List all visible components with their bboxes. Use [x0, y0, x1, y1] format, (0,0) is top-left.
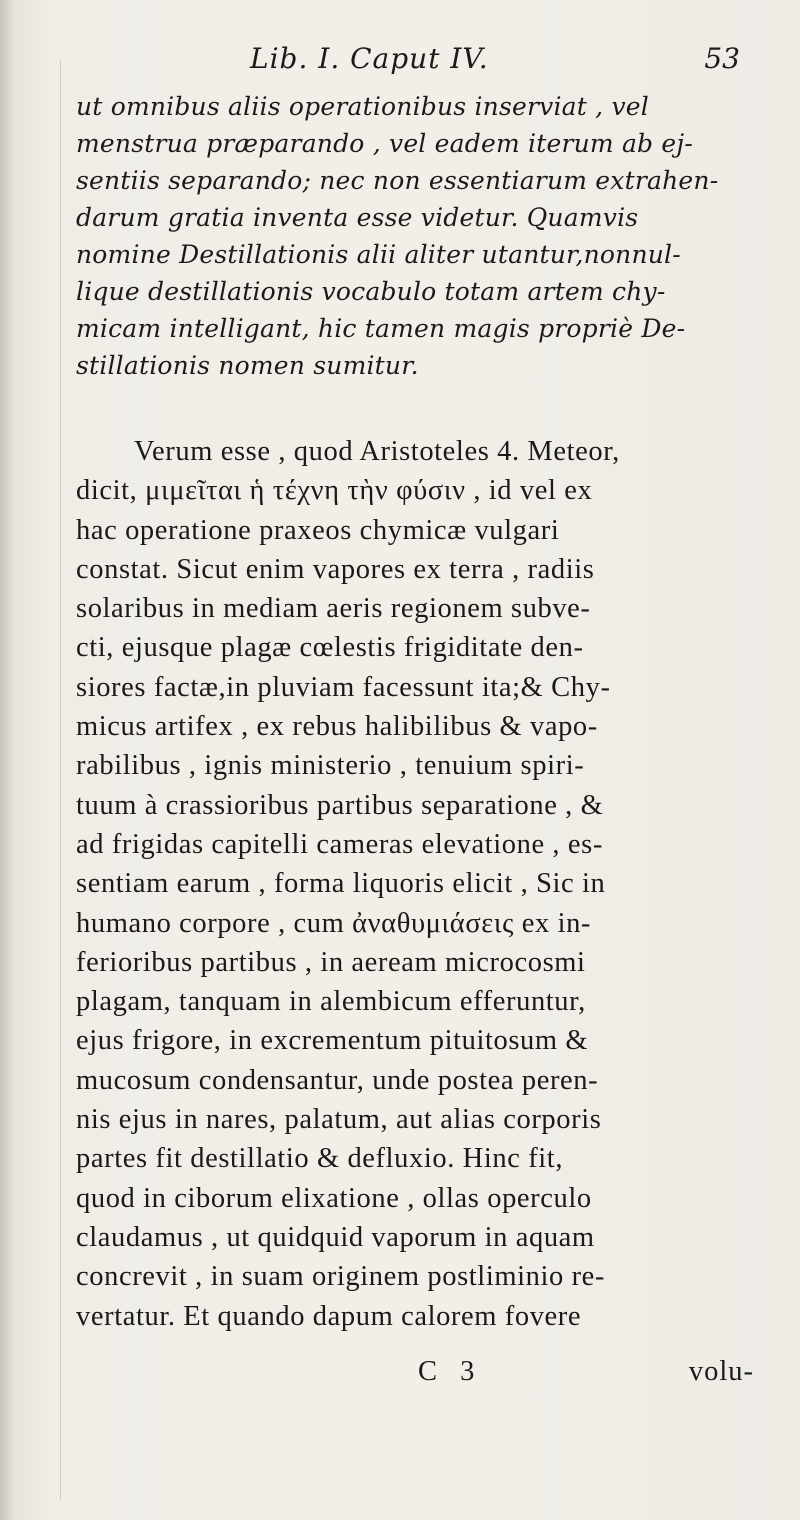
text-line: sentiis separando; nec non essentiarum extrahen-: [76, 166, 719, 195]
text-line: mucosum condensantur, unde postea peren-: [76, 1064, 599, 1096]
roman-paragraph: [76, 432, 766, 1336]
text-line: darum gratia inventa esse videtur. Quamvis: [76, 203, 639, 232]
text-line: plagam, tanquam in alembicum efferuntur,: [76, 986, 586, 1018]
text-line: hac operatione praxeos chymicæ vulgari: [76, 514, 560, 546]
text-line: ad frigidas capitelli cameras elevatione , es-: [76, 828, 603, 860]
text-line: ferioribus partibus , in aeream microcosmi: [76, 946, 586, 978]
text-line: partes fit destillatio & defluxio. Hinc fit,: [76, 1143, 564, 1175]
text-line: tuum à crassioribus partibus separatione , &: [76, 789, 604, 821]
text-line: sentiam earum , forma liquoris elicit , Sic in: [76, 868, 606, 900]
text-line: ut omnibus aliis operationibus inserviat , vel: [76, 92, 649, 121]
text-line: micam intelligant, hic tamen magis propriè De-: [76, 314, 686, 343]
text-line: menstrua præparando , vel eadem iterum ab ej-: [76, 129, 693, 158]
text-line: Verum esse , quod Aristoteles 4. Meteor,: [134, 436, 620, 467]
text-line: concrevit , in suam originem postliminio re-: [76, 1261, 606, 1293]
text-line: rabilibus , ignis ministerio , tenuium spiri-: [76, 750, 585, 782]
text-line: micus artifex , ex rebus halibilibus & vapo-: [76, 711, 598, 743]
text-line: humano corpore , cum ἀναθυμιάσεις ex in-: [76, 907, 592, 939]
text-line: cti, ejusque plagæ cœlestis frigiditate den-: [76, 632, 584, 664]
margin-rule: [60, 60, 61, 1500]
page-number: 53: [704, 42, 740, 75]
text-block: [76, 88, 766, 1336]
text-line: siores factæ,in pluviam facessunt ita;& Chy-: [76, 671, 611, 703]
text-line: solaribus in mediam aeris regionem subve-: [76, 593, 591, 625]
page-header: [60, 42, 780, 82]
text-line: stillationis nomen sumitur.: [76, 351, 419, 380]
running-head: Lib. I. Caput IV.: [250, 42, 489, 75]
signature-mark: C 3: [418, 1356, 483, 1387]
text-line: quod in ciborum elixatione , ollas operculo: [76, 1182, 592, 1214]
italic-paragraph: [76, 88, 766, 384]
text-line: ejus frigore, in excrementum pituitosum &: [76, 1025, 589, 1057]
text-line: claudamus , ut quidquid vaporum in aquam: [76, 1221, 595, 1253]
text-line: lique destillationis vocabulo totam artem chy-: [76, 277, 666, 306]
page-footer: [76, 1356, 766, 1396]
text-line: nomine Destillationis alii aliter utantur,nonnul-: [76, 240, 681, 269]
text-line: vertatur. Et quando dapum calorem fovere: [76, 1300, 582, 1332]
text-line: nis ejus in nares, palatum, aut alias corporis: [76, 1104, 602, 1136]
page-gutter-shadow: [0, 0, 14, 1520]
catchword: volu-: [688, 1356, 754, 1387]
text-line: constat. Sicut enim vapores ex terra , radiis: [76, 553, 595, 585]
text-line: dicit, μιμεῖται ἡ τέχνη τὴν φύσιν , id vel ex: [76, 475, 593, 507]
